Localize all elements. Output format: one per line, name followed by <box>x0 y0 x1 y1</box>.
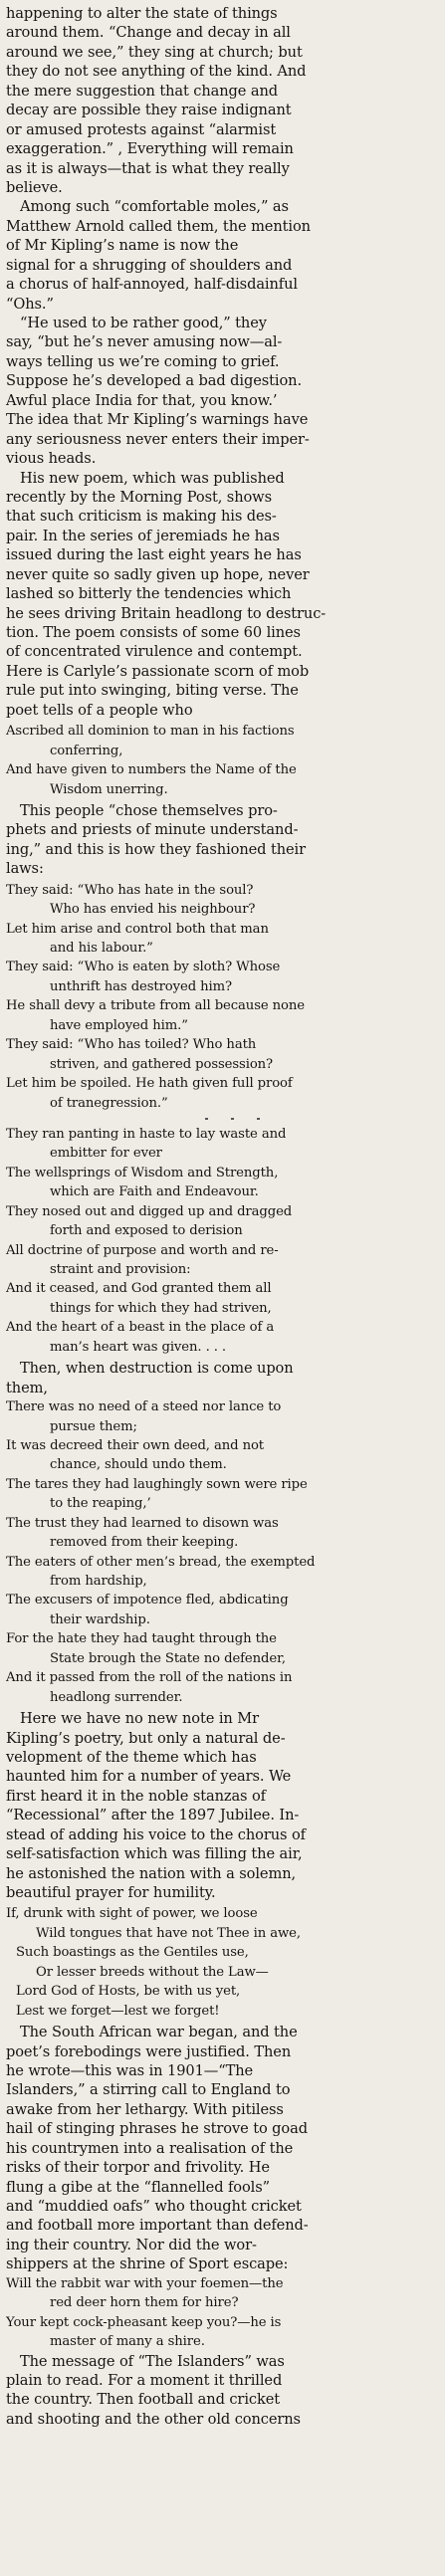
text-line: ing,” and this is how they fashioned their <box>6 840 306 858</box>
verse-line: And have given to numbers the Name of the <box>6 762 297 778</box>
paragraph <box>6 2352 445 2430</box>
verse-stanza <box>6 1397 445 1707</box>
paragraph <box>6 197 445 314</box>
text-line: This people “chose themselves pro- <box>20 801 278 819</box>
verse-line: The eaters of other men’s bread, the exempted <box>6 1554 316 1570</box>
verse-line: The wellsprings of Wisdom and Strength, <box>6 1165 279 1181</box>
verse-line: The excusers of impotence fled, abdicating <box>6 1593 289 1609</box>
verse-line: Wild tongues that have not Thee in awe, <box>36 1925 301 1941</box>
verse-line: forth and exposed to derision <box>50 1223 243 1239</box>
verse-line: They nosed out and digged up and dragged <box>6 1203 293 1219</box>
verse-line: of tranegression.” <box>50 1095 168 1111</box>
text-line: ing their country. Nor did the wor- <box>6 2236 257 2254</box>
text-line: of Mr Kipling’s name is now the <box>6 237 239 255</box>
text-line: as it is always—that is what they really <box>6 159 290 177</box>
text-line: hail of stinging phrases he strove to goad <box>6 2120 308 2138</box>
text-line: self-satisfaction which was filling the air, <box>6 1845 303 1863</box>
verse-line: and his labour.” <box>50 941 153 956</box>
text-line: laws: <box>6 860 44 878</box>
verse-line: They ran panting in haste to lay waste and <box>6 1126 287 1142</box>
text-line: plain to read. For a moment it thrilled <box>6 2371 283 2389</box>
text-line: and shooting and the other old concerns <box>6 2410 301 2428</box>
verse-line: which are Faith and Endeavour. <box>50 1184 259 1200</box>
text-line: vious heads. <box>6 450 97 468</box>
verse-line: Let him arise and control both that man <box>6 921 269 937</box>
text-line: around them. “Change and decay in all <box>6 24 291 42</box>
text-line: never quite so sadly given up hope, never <box>6 565 310 583</box>
verse-line: from hardship, <box>50 1574 147 1589</box>
text-line: rule put into swinging, biting verse. The <box>6 682 299 700</box>
verse-stanza <box>6 1904 445 2021</box>
verse-line: Will the rabbit war with your foemen—the <box>6 2275 284 2291</box>
text-line: shippers at the shrine of Sport escape: <box>6 2255 289 2273</box>
text-line: velopment of the theme which has <box>6 1748 257 1766</box>
text-line: flung a gibe at the “flannelled fools” <box>6 2178 270 2196</box>
verse-line: man’s heart was given. . . . <box>50 1339 227 1355</box>
text-line: issued during the last eight years he has <box>6 546 302 564</box>
text-line: a chorus of half-annoyed, half-disdainful <box>6 276 298 294</box>
verse-line: things for which they had striven, <box>50 1300 272 1316</box>
verse-line: All doctrine of purpose and worth and re- <box>6 1242 279 1258</box>
paragraph <box>6 1359 445 1397</box>
text-line: happening to alter the state of things <box>6 5 278 22</box>
text-line: Here we have no new note in Mr <box>20 1710 259 1728</box>
verse-line: The trust they had learned to disown was <box>6 1515 279 1531</box>
verse-line: And the heart of a beast in the place of a <box>6 1320 275 1336</box>
text-line: risks of their torpor and frivolity. He <box>6 2159 270 2177</box>
text-line: awake from her lethargy. With pitiless <box>6 2100 284 2118</box>
verse-line: For the hate they had taught through the <box>6 1631 277 1647</box>
verse-line: The tares they had laughingly sown were ripe <box>6 1476 308 1492</box>
text-line: them, <box>6 1379 48 1396</box>
text-line: first heard it in the noble stanzas of <box>6 1787 266 1805</box>
verse-line: Lord God of Hosts, be with us yet, <box>16 1984 241 2000</box>
text-line: Here is Carlyle’s passionate scorn of mob <box>6 662 310 680</box>
text-line: the mere suggestion that change and <box>6 82 279 100</box>
verse-line: headlong surrender. <box>50 1689 183 1705</box>
text-line: Awful place India for that, you know.’ <box>6 391 278 409</box>
text-line: Kipling’s poetry, but only a natural de- <box>6 1729 286 1747</box>
text-line: Matthew Arnold called them, the mention <box>6 217 311 235</box>
verse-line: red deer horn them for hire? <box>50 2295 239 2311</box>
text-line: Then, when destruction is come upon <box>20 1360 294 1378</box>
verse-line: And it ceased, and God granted them all <box>6 1281 272 1297</box>
text-line: phets and priests of minute understand- <box>6 821 299 839</box>
verse-line: There was no need of a steed nor lance to <box>6 1399 282 1415</box>
text-line: exaggeration.” , Everything will remain <box>6 140 294 158</box>
text-line: signal for a shrugging of shoulders and <box>6 256 293 274</box>
text-line: poet tells of a people who <box>6 701 193 719</box>
text-line: “Recessional” after the 1897 Jubilee. In- <box>6 1807 300 1825</box>
verse-line: have employed him.” <box>50 1017 188 1033</box>
verse-line: pursue them; <box>50 1418 137 1434</box>
text-line: ways telling us we’re coming to grief. <box>6 352 280 370</box>
text-line: His new poem, which was published <box>20 469 285 487</box>
verse-line: He shall devy a tribute from all because none <box>6 998 305 1014</box>
text-line: beautiful prayer for humility. <box>6 1884 216 1901</box>
text-line: the country. Then football and cricket <box>6 2391 280 2409</box>
text-line: lashed so bitterly the tendencies which <box>6 585 292 603</box>
text-line: haunted him for a number of years. We <box>6 1768 292 1786</box>
text-line: Islanders,” a stirring call to England to <box>6 2081 291 2099</box>
paragraph <box>6 801 445 879</box>
verse-line: straint and provision: <box>50 1262 191 1277</box>
text-line: believe. <box>6 178 63 196</box>
text-line: he sees driving Britain headlong to destruc- <box>6 604 327 622</box>
paragraph <box>6 4 445 197</box>
verse-line: They said: “Who is eaten by sloth? Whose <box>6 960 281 975</box>
text-line: pair. In the series of jeremiads he has <box>6 527 280 544</box>
verse-line: It was decreed their own deed, and not <box>6 1437 265 1453</box>
text-line: The South African war began, and the <box>20 2024 298 2041</box>
text-line: stead of adding his voice to the chorus of <box>6 1825 306 1843</box>
text-line: poet’s forebodings were justified. Then <box>6 2042 292 2060</box>
text-line: around we see,” they sing at church; but <box>6 43 303 61</box>
verse-line: striven, and gathered possession? <box>50 1056 274 1072</box>
verse-line: embitter for ever <box>50 1146 162 1162</box>
text-line: they do not see anything of the kind. And <box>6 63 307 81</box>
paragraph <box>6 469 445 721</box>
verse-line: unthrift has destroyed him? <box>50 978 233 994</box>
verse-line: They said: “Who has hate in the soul? <box>6 882 254 898</box>
verse-line: If, drunk with sight of power, we loose <box>6 1906 258 1922</box>
text-line: that such criticism is making his des- <box>6 508 277 526</box>
text-line: and “muddied oafs” who thought cricket <box>6 2198 302 2215</box>
text-line: or amused protests against “alarmist <box>6 120 277 138</box>
text-line: of concentrated virulence and contempt. <box>6 643 303 661</box>
verse-line: master of many a shire. <box>50 2334 205 2350</box>
paragraph <box>6 1709 445 1902</box>
text-line: Among such “comfortable moles,” as <box>20 198 289 216</box>
text-line: his countrymen into a realisation of the <box>6 2139 294 2157</box>
verse-line: Ascribed all dominion to man in his factions <box>6 724 295 740</box>
verse-stanza <box>6 881 445 1113</box>
text-line: decay are possible they raise indignant <box>6 102 292 119</box>
verse-stanza <box>6 1125 445 1357</box>
verse-line: to the reaping,’ <box>50 1496 151 1512</box>
paragraph <box>6 314 445 469</box>
text-line: The idea that Mr Kipling’s warnings have <box>6 411 309 429</box>
text-line: tion. The poem consists of some 60 lines <box>6 624 301 641</box>
verse-line: Your kept cock-pheasant keep you?—he is <box>6 2314 282 2330</box>
verse-line: chance, should undo them. <box>50 1457 227 1473</box>
article-column <box>6 4 445 2429</box>
text-line: “Ohs.” <box>6 295 54 313</box>
text-line: any seriousness never enters their imper- <box>6 430 310 448</box>
verse-line: Such boastings as the Gentiles use, <box>16 1945 249 1961</box>
text-line: he wrote—this was in 1901—“The <box>6 2061 254 2079</box>
verse-line: And it passed from the roll of the nations in <box>6 1670 293 1686</box>
verse-line: conferring, <box>50 743 123 758</box>
paragraph <box>6 2023 445 2274</box>
text-line: and football more important than defend- <box>6 2217 309 2235</box>
verse-line: removed from their keeping. <box>50 1535 239 1551</box>
verse-line: Lest we forget—lest we forget! <box>16 2003 220 2019</box>
text-line: say, “but he’s never amusing now—al- <box>6 333 283 351</box>
verse-stanza <box>6 722 445 799</box>
verse-line: their wardship. <box>50 1611 150 1627</box>
verse-line: Let him be spoiled. He hath given full proof <box>6 1076 293 1092</box>
text-line: Suppose he’s developed a bad digestion. <box>6 372 303 390</box>
verse-line: Who has envied his neighbour? <box>50 902 256 918</box>
verse-line: They said: “Who has toiled? Who hath <box>6 1037 257 1053</box>
text-line: recently by the Morning Post, shows <box>6 488 272 506</box>
verse-line: Or lesser breeds without the Law— <box>36 1964 269 1980</box>
text-line: The message of “The Islanders” was <box>20 2352 285 2370</box>
text-line: he astonished the nation with a solemn, <box>6 1864 297 1882</box>
verse-stanza <box>6 2274 445 2352</box>
verse-line: State brough the State no defender, <box>50 1650 286 1666</box>
section-divider <box>6 1113 445 1125</box>
verse-line: Wisdom unerring. <box>50 781 168 797</box>
text-line: “He used to be rather good,” they <box>20 315 267 331</box>
